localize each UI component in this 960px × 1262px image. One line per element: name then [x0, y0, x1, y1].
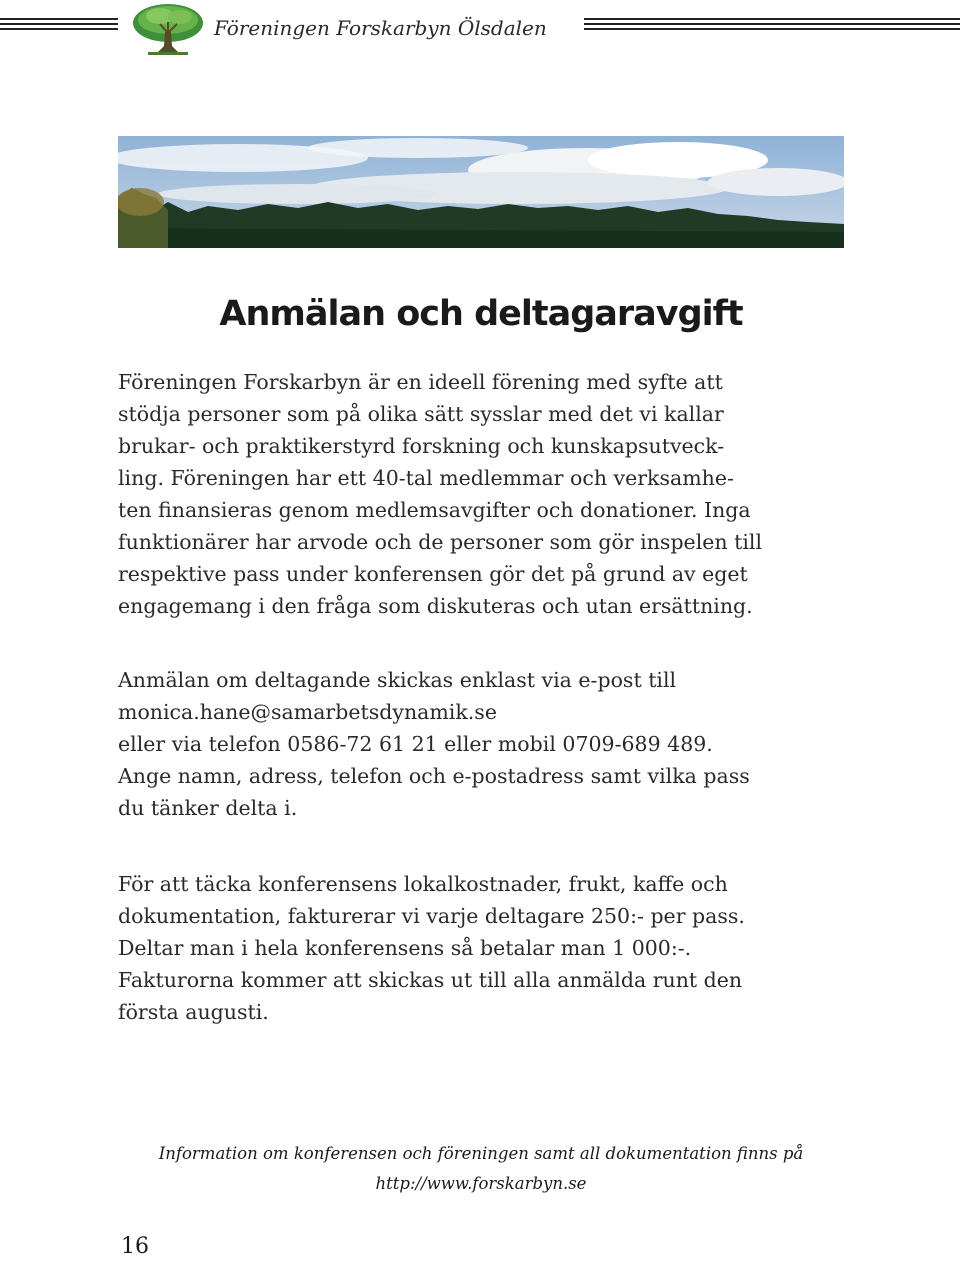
page-number: 16 [121, 1234, 149, 1259]
text-line: du tänker delta i. [118, 796, 298, 820]
header-rule-left [0, 18, 118, 30]
text-line: Deltar man i hela konferensens så betalar man 1 000:-. [118, 936, 692, 960]
text-line: Föreningen Forskarbyn är en ideell förening med syfte att [118, 370, 723, 394]
page-heading: Anmälan och deltagaravgift [219, 294, 743, 334]
header-title: Föreningen Forskarbyn Ölsdalen [214, 16, 547, 40]
text-line: funktionärer har arvode och de personer som gör inspelen till [118, 530, 763, 554]
text-line: Anmälan om deltagande skickas enklast via e-post till [118, 668, 677, 692]
footer-info: Information om konferensen och föreningen samt all dokumentation finns på [158, 1144, 804, 1163]
association-description [118, 366, 858, 622]
text-line: eller via telefon 0586-72 61 21 eller mobil 0709-689 489. [118, 732, 713, 756]
text-line: brukar- och praktikerstyrd forskning och kunskapsutveck- [118, 434, 725, 458]
text-line: ten finansieras genom medlemsavgifter och donationer. Inga [118, 498, 751, 522]
text-line: stödja personer som på olika sätt sysslar med det vi kallar [118, 402, 724, 426]
registration-info [118, 664, 858, 824]
text-line: ling. Föreningen har ett 40-tal medlemmar och verksamhe- [118, 466, 734, 490]
text-line: respektive pass under konferensen gör det på grund av eget [118, 562, 748, 586]
text-line: engagemang i den fråga som diskuteras och utan ersättning. [118, 594, 753, 618]
fee-info [118, 868, 858, 1028]
text-line: dokumentation, fakturerar vi varje deltagare 250:- per pass. [118, 904, 745, 928]
page-header [0, 0, 960, 60]
tree-logo-icon [130, 2, 206, 56]
landscape-photo [118, 136, 844, 248]
footer-url-link[interactable]: http://www.forskarbyn.se [375, 1174, 587, 1193]
email-link[interactable]: monica.hane@samarbetsdynamik.se [118, 700, 497, 724]
text-line: första augusti. [118, 1000, 269, 1024]
header-rule-right [584, 18, 960, 30]
text-line: För att täcka konferensens lokalkostnader, frukt, kaffe och [118, 872, 728, 896]
text-line: Ange namn, adress, telefon och e-postadress samt vilka pass [118, 764, 750, 788]
text-line: Fakturorna kommer att skickas ut till alla anmälda runt den [118, 968, 743, 992]
